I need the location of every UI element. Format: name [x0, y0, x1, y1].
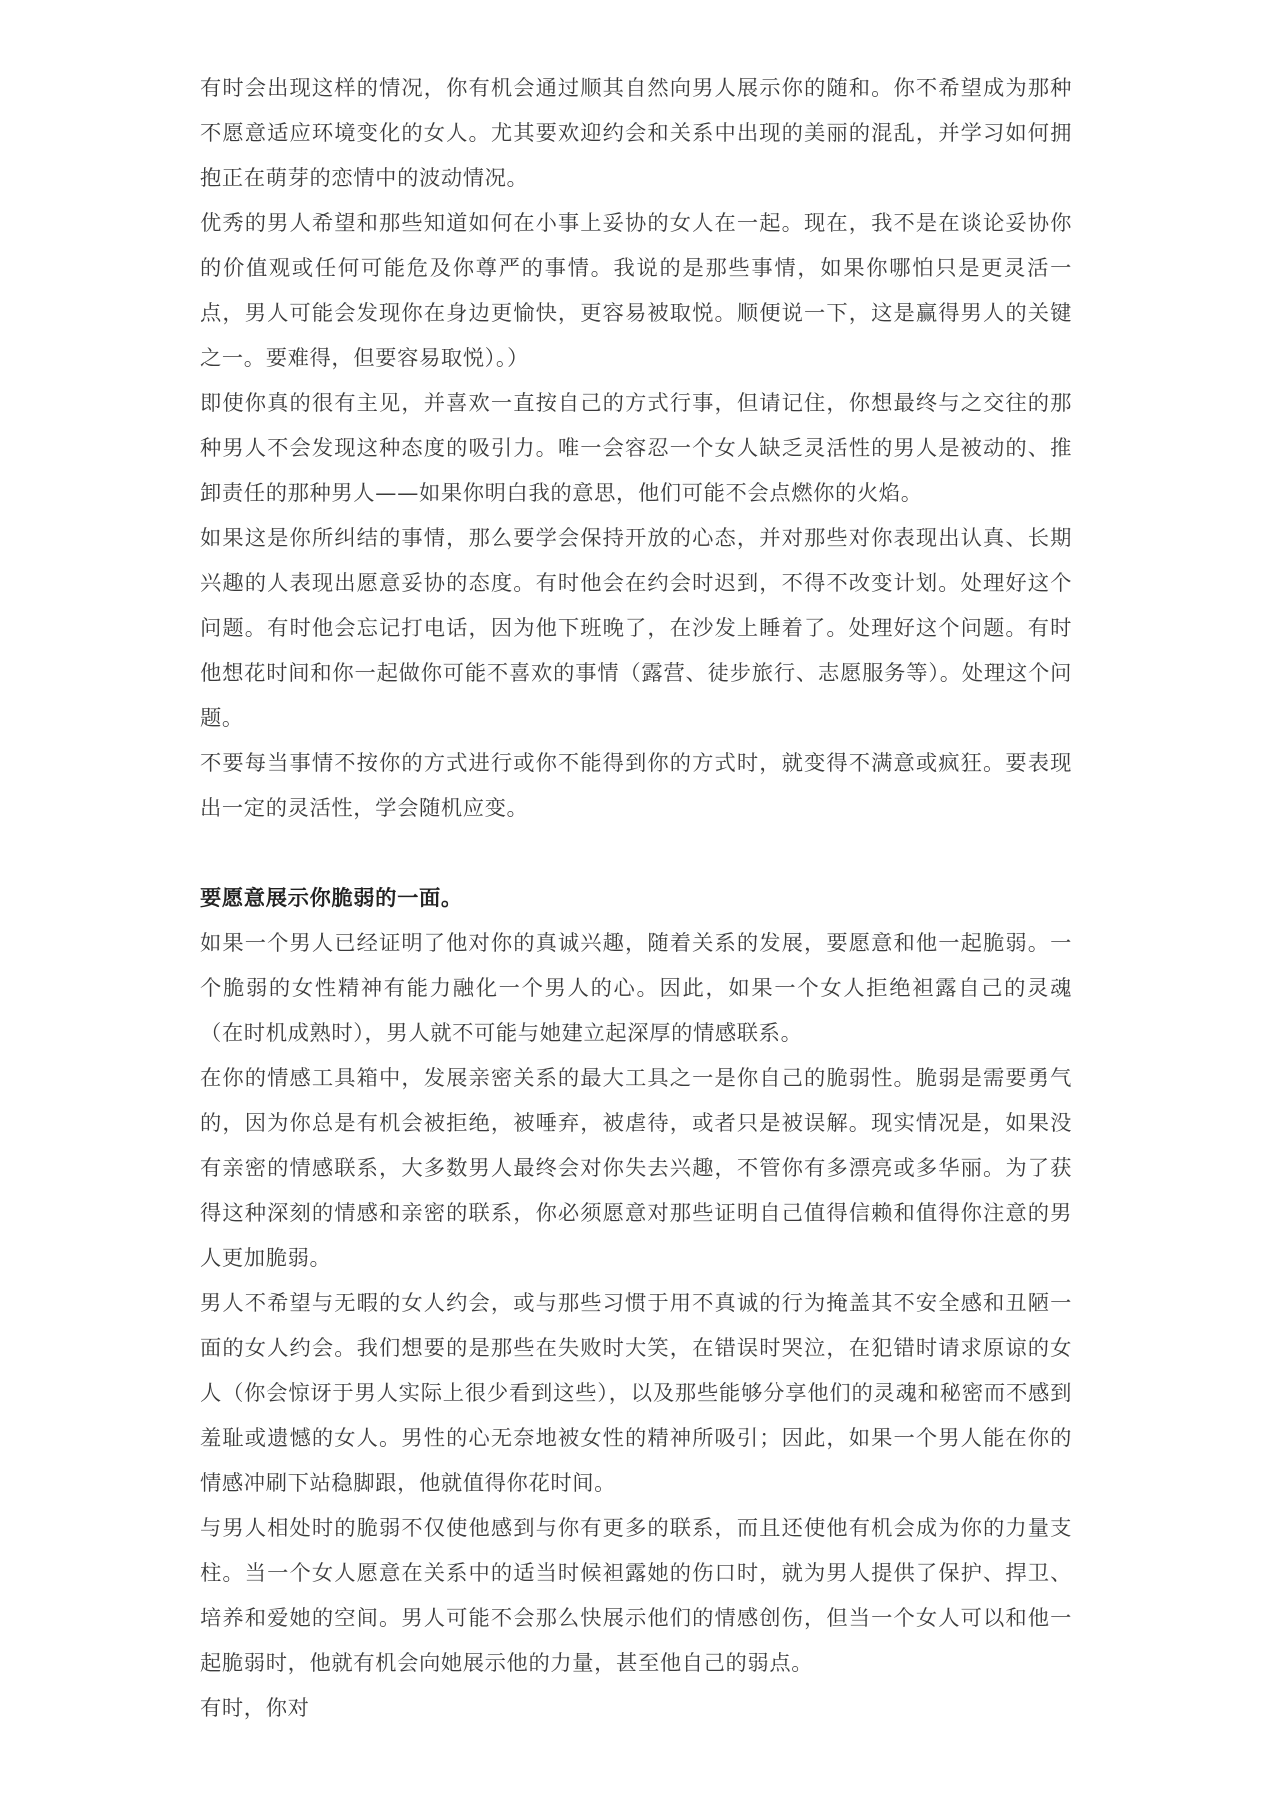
paragraph: 如果这是你所纠结的事情，那么要学会保持开放的心态，并对那些对你表现出认真、长期兴趣的人表现出愿意妥协的态度。有时他会在约会时迟到，不得不改变计划。处理好这个问题。有时他会忘记打电话，因为他下班晚了，在沙发上睡着了。处理好这个问题。有时他想花时间和你一起做你可能不喜欢的事情（露营、徒步旅行、志愿服务等）。处理这个问题。 [200, 526, 1072, 731]
paragraph: 有时，你对 [200, 1696, 310, 1721]
article-body [200, 66, 1072, 1731]
paragraph: 有时会出现这样的情况，你有机会通过顺其自然向男人展示你的随和。你不希望成为那种不愿意适应环境变化的女人。尤其要欢迎约会和关系中出现的美丽的混乱，并学习如何拥抱正在萌芽的恋情中的波动情况。 [200, 76, 1072, 191]
paragraph: 在你的情感工具箱中，发展亲密关系的最大工具之一是你自己的脆弱性。脆弱是需要勇气的，因为你总是有机会被拒绝，被唾弃，被虐待，或者只是被误解。现实情况是，如果没有亲密的情感联系，大多数男人最终会对你失去兴趣，不管你有多漂亮或多华丽。为了获得这种深刻的情感和亲密的联系，你必须愿意对那些证明自己值得信赖和值得你注意的男人更加脆弱。 [200, 1066, 1072, 1271]
paragraph: 男人不希望与无暇的女人约会，或与那些习惯于用不真诚的行为掩盖其不安全感和丑陋一面的女人约会。我们想要的是那些在失败时大笑，在错误时哭泣，在犯错时请求原谅的女人（你会惊讶于男人实际上很少看到这些），以及那些能够分享他们的灵魂和秘密而不感到羞耻或遗憾的女人。男性的心无奈地被女性的精神所吸引；因此，如果一个男人能在你的情感冲刷下站稳脚跟，他就值得你花时间。 [200, 1291, 1072, 1496]
paragraph: 如果一个男人已经证明了他对你的真诚兴趣，随着关系的发展，要愿意和他一起脆弱。一个脆弱的女性精神有能力融化一个男人的心。因此，如果一个女人拒绝袒露自己的灵魂（在时机成熟时），男人就不可能与她建立起深厚的情感联系。 [200, 931, 1072, 1046]
paragraph: 与男人相处时的脆弱不仅使他感到与你有更多的联系，而且还使他有机会成为你的力量支柱。当一个女人愿意在关系中的适当时候袒露她的伤口时，就为男人提供了保护、捍卫、培养和爱她的空间。男人可能不会那么快展示他们的情感创伤，但当一个女人可以和他一起脆弱时，他就有机会向她展示他的力量，甚至他自己的弱点。 [200, 1516, 1072, 1676]
paragraph: 即使你真的很有主见，并喜欢一直按自己的方式行事，但请记住，你想最终与之交往的那种男人不会发现这种态度的吸引力。唯一会容忍一个女人缺乏灵活性的男人是被动的、推卸责任的那种男人——如果你明白我的意思，他们可能不会点燃你的火焰。 [200, 391, 1072, 506]
paragraph-gap [200, 831, 1072, 876]
paragraph: 优秀的男人希望和那些知道如何在小事上妥协的女人在一起。现在，我不是在谈论妥协你的价值观或任何可能危及你尊严的事情。我说的是那些事情，如果你哪怕只是更灵活一点，男人可能会发现你在身边更愉快，更容易被取悦。顺便说一下，这是赢得男人的关键之一。要难得，但要容易取悦）。） [200, 211, 1072, 371]
paragraph: 不要每当事情不按你的方式进行或你不能得到你的方式时，就变得不满意或疯狂。要表现出一定的灵活性，学会随机应变。 [200, 751, 1072, 821]
section-heading: 要愿意展示你脆弱的一面。 [200, 886, 463, 911]
